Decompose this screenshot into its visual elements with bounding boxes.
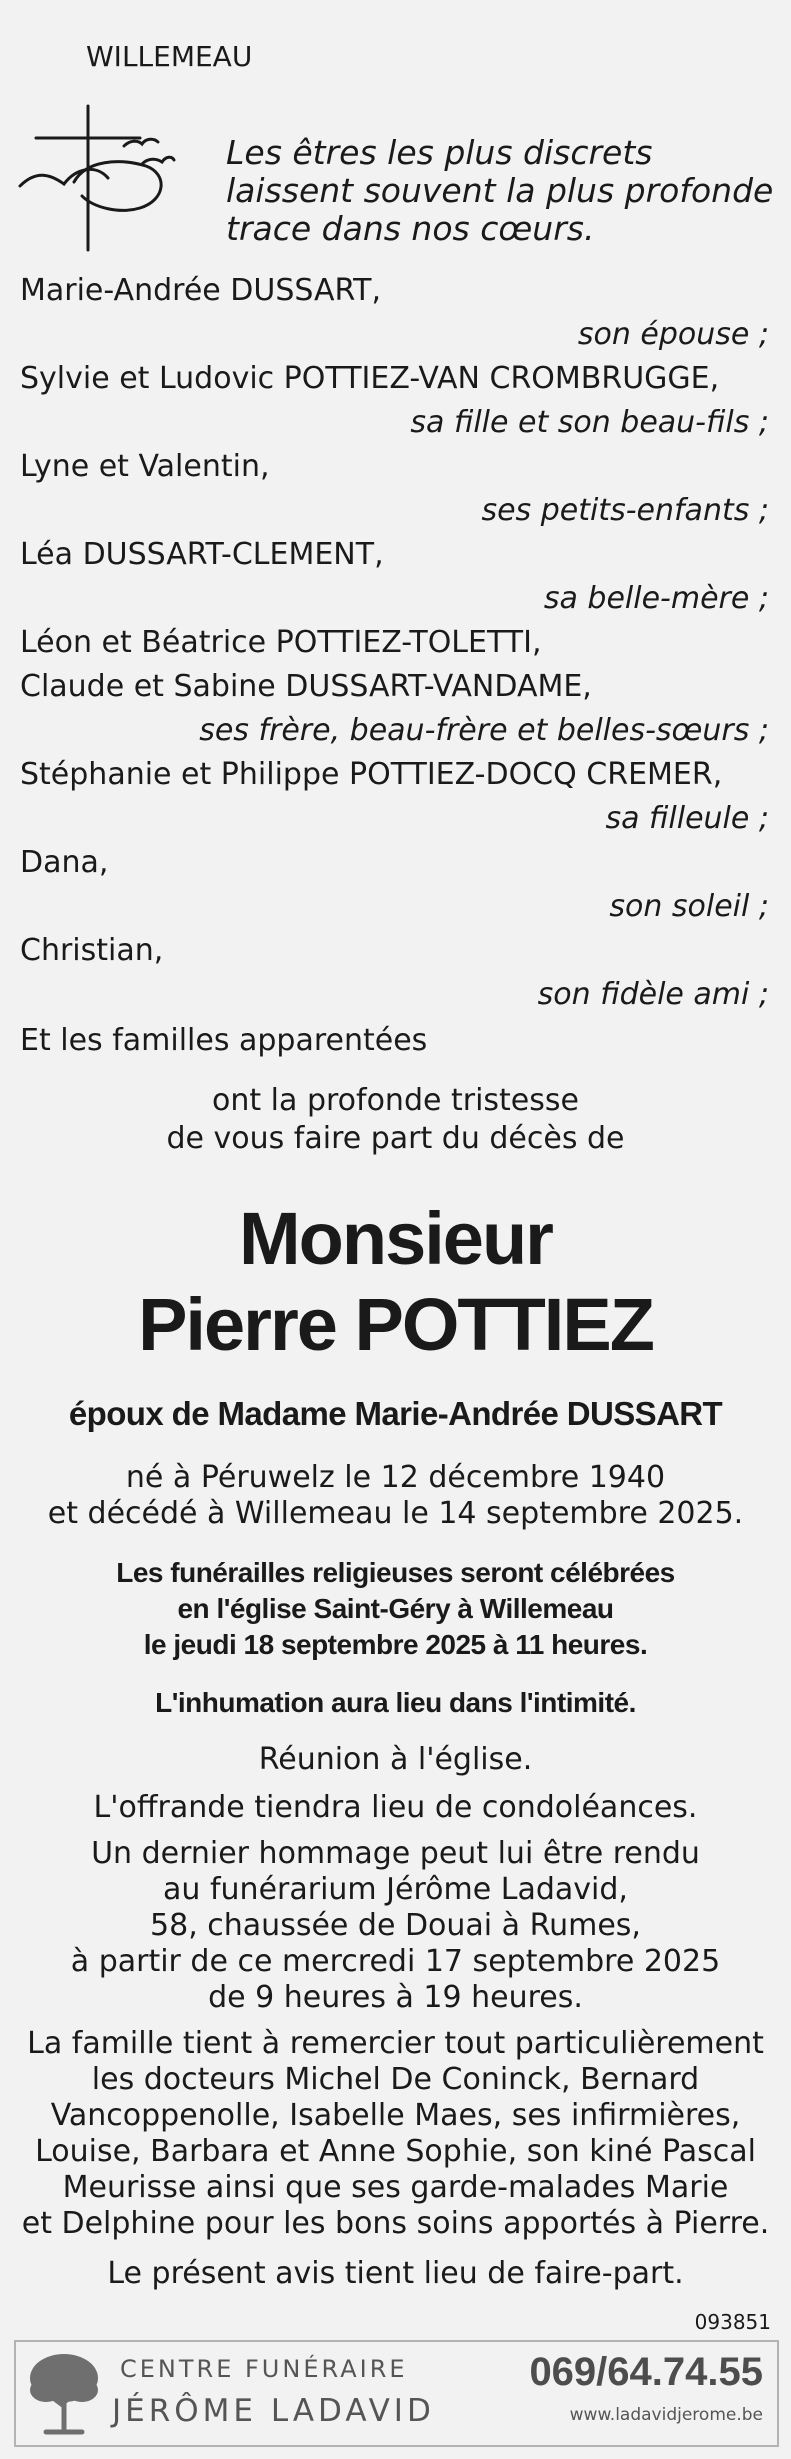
offering-line: L'offrande tiendra lieu de condoléances. xyxy=(93,1790,698,1825)
deceased-name: Pierre POTTIEZ xyxy=(138,1283,653,1366)
family-role: son fidèle ami ; xyxy=(537,977,769,1012)
reunion-line: Réunion à l'église. xyxy=(258,1742,533,1777)
family-name: Marie-Andrée DUSSART, xyxy=(20,273,382,308)
tree-icon xyxy=(26,2350,102,2436)
thanks-line: Meurisse ainsi que ses garde-malades Marie xyxy=(62,2170,729,2205)
funeral-home-phone[interactable]: 069/64.74.55 xyxy=(529,2350,763,2394)
cross-with-birds-icon xyxy=(16,104,176,254)
homage-line: à partir de ce mercredi 17 septembre 2025 xyxy=(70,1944,721,1979)
birth-line: né à Péruwelz le 12 décembre 1940 xyxy=(125,1460,666,1495)
funeral-home-line1: CENTRE FUNÉRAIRE xyxy=(120,2355,408,2383)
funeral-home-website[interactable]: www.ladavidjerome.be xyxy=(569,2405,763,2425)
family-name: Dana, xyxy=(20,845,109,880)
closing-line: Le présent avis tient lieu de faire-part. xyxy=(107,2256,684,2291)
family-name: Lyne et Valentin, xyxy=(20,449,270,484)
poem-line: trace dans nos cœurs. xyxy=(226,209,595,248)
thanks-line: et Delphine pour les bons soins apportés à Pierre. xyxy=(21,2206,770,2241)
family-role: ses petits-enfants ; xyxy=(481,493,769,528)
homage-line: au funérarium Jérôme Ladavid, xyxy=(163,1872,628,1907)
family-role: ses frère, beau-frère et belles-sœurs ; xyxy=(199,713,769,748)
town-heading: WILLEMEAU xyxy=(86,40,253,73)
funeral-line: le jeudi 18 septembre 2025 à 11 heures. xyxy=(143,1629,648,1660)
announce-line: ont la profonde tristesse xyxy=(212,1083,579,1118)
deceased-title: Monsieur xyxy=(239,1197,552,1280)
family-name: Christian, xyxy=(20,933,164,968)
homage-line: Un dernier hommage peut lui être rendu xyxy=(91,1836,700,1871)
funeral-line: en l'église Saint-Géry à Willemeau xyxy=(177,1593,614,1624)
family-name: Stéphanie et Philippe POTTIEZ-DOCQ CREMER, xyxy=(20,757,723,792)
homage-line: de 9 heures à 19 heures. xyxy=(208,1980,583,2015)
family-role: sa filleule ; xyxy=(605,801,769,836)
funeral-line: Les funérailles religieuses seront célébrées xyxy=(116,1557,675,1588)
family-name: Claude et Sabine DUSSART-VANDAME, xyxy=(20,669,592,704)
family-role: son épouse ; xyxy=(577,317,769,352)
family-name: Sylvie et Ludovic POTTIEZ-VAN CROMBRUGGE, xyxy=(20,361,720,396)
funeral-home-banner xyxy=(14,2340,779,2447)
spouse-line: époux de Madame Marie-Andrée DUSSART xyxy=(68,1395,723,1432)
family-role: son soleil ; xyxy=(609,889,769,924)
thanks-line: Louise, Barbara et Anne Sophie, son kiné Pascal xyxy=(35,2134,756,2169)
reference-number: 093851 xyxy=(694,2310,771,2334)
poem-line: Les êtres les plus discrets xyxy=(226,133,653,172)
thanks-line: La famille tient à remercier tout particulièrement xyxy=(27,2026,764,2061)
family-name: Léa DUSSART-CLEMENT, xyxy=(20,537,384,572)
burial-line: L'inhumation aura lieu dans l'intimité. xyxy=(155,1687,636,1718)
homage-line: 58, chaussée de Douai à Rumes, xyxy=(150,1908,641,1943)
families-line: Et les familles apparentées xyxy=(20,1023,428,1058)
death-line: et décédé à Willemeau le 14 septembre 2025. xyxy=(47,1496,744,1531)
thanks-line: les docteurs Michel De Coninck, Bernard xyxy=(91,2062,700,2097)
funeral-home-line2: JÉRÔME LADAVID xyxy=(112,2393,435,2429)
family-name: Léon et Béatrice POTTIEZ-TOLETTI, xyxy=(20,625,542,660)
family-role: sa fille et son beau-fils ; xyxy=(410,405,769,440)
family-role: sa belle-mère ; xyxy=(543,581,769,616)
poem-line: laissent souvent la plus profonde xyxy=(226,171,774,210)
announce-line: de vous faire part du décès de xyxy=(166,1121,625,1156)
thanks-line: Vancoppenolle, Isabelle Maes, ses infirmières, xyxy=(50,2098,741,2133)
